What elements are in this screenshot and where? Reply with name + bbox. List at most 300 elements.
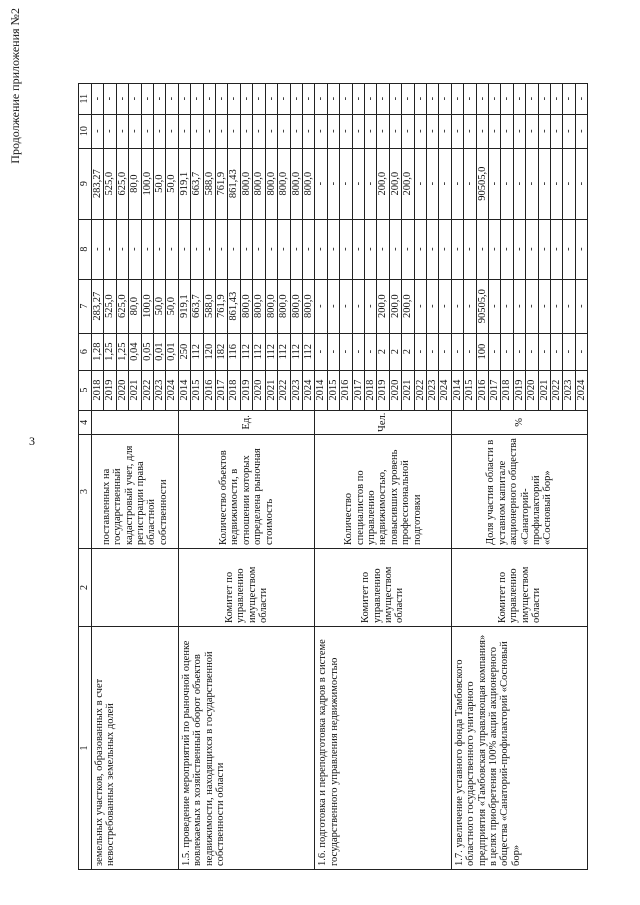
value-cell: - [191, 219, 203, 279]
value-cell: 0,01 [154, 333, 166, 370]
value-cell: - [253, 83, 265, 114]
value-cell: 588,0 [203, 148, 215, 219]
value-cell: - [377, 83, 389, 114]
year-cell: 2022 [551, 370, 563, 410]
table-row [451, 83, 463, 869]
value-cell: - [501, 279, 513, 333]
value-cell: - [414, 114, 426, 148]
year-cell: 2020 [116, 370, 128, 410]
year-cell: 2017 [489, 370, 501, 410]
value-cell: - [327, 148, 339, 219]
value-cell: - [352, 148, 364, 219]
value-cell: - [551, 279, 563, 333]
value-cell: - [513, 83, 525, 114]
value-cell: 2 [377, 333, 389, 370]
value-cell: - [290, 114, 302, 148]
value-cell: - [501, 148, 513, 219]
value-cell: - [352, 279, 364, 333]
value-cell: - [178, 114, 190, 148]
value-cell: - [476, 114, 488, 148]
header-cell: 3 [79, 435, 92, 549]
value-cell: - [265, 83, 277, 114]
value-cell: - [203, 219, 215, 279]
year-cell: 2018 [501, 370, 513, 410]
value-cell: 800,0 [278, 148, 290, 219]
year-cell: 2021 [265, 370, 277, 410]
value-cell: - [129, 219, 141, 279]
value-cell: 112 [253, 333, 265, 370]
value-cell: - [104, 219, 116, 279]
year-cell: 2019 [104, 370, 116, 410]
value-cell: 200,0 [377, 279, 389, 333]
value-cell: - [116, 83, 128, 114]
year-cell: 2024 [166, 370, 178, 410]
value-cell: - [265, 219, 277, 279]
value-cell: - [439, 114, 451, 148]
value-cell: - [240, 219, 252, 279]
value-cell: 663,7 [191, 279, 203, 333]
value-cell: - [129, 83, 141, 114]
value-cell: - [414, 83, 426, 114]
value-cell: 50,0 [166, 148, 178, 219]
value-cell: - [364, 114, 376, 148]
value-cell: - [551, 83, 563, 114]
value-cell: - [538, 83, 550, 114]
value-cell: - [538, 114, 550, 148]
value-cell: 919,1 [178, 279, 190, 333]
value-cell: - [216, 83, 228, 114]
value-cell: 80,0 [129, 279, 141, 333]
value-cell: - [464, 114, 476, 148]
value-cell: 182 [216, 333, 228, 370]
unit-cell: Ед. [178, 410, 314, 434]
value-cell: - [575, 279, 587, 333]
value-cell: - [364, 219, 376, 279]
value-cell: - [92, 114, 104, 148]
value-cell: - [327, 219, 339, 279]
activity-cell: 1.6. подготовка и переподготовка кадров в системе государственного управления недвижимостью [315, 627, 451, 870]
value-cell: - [340, 114, 352, 148]
value-cell: - [464, 148, 476, 219]
value-cell: - [439, 83, 451, 114]
value-cell: - [104, 83, 116, 114]
value-cell: 283,27 [92, 148, 104, 219]
value-cell: - [327, 114, 339, 148]
value-cell: - [501, 219, 513, 279]
value-cell: - [551, 148, 563, 219]
header-cell: 4 [79, 410, 92, 434]
value-cell: - [526, 333, 538, 370]
value-cell: 120 [203, 333, 215, 370]
value-cell: - [290, 219, 302, 279]
value-cell: - [538, 333, 550, 370]
value-cell: - [389, 219, 401, 279]
value-cell: - [501, 333, 513, 370]
year-cell: 2020 [526, 370, 538, 410]
value-cell: 625,0 [116, 148, 128, 219]
appendix-subtitle: Продолжение приложения №2 [8, 8, 22, 164]
value-cell: - [513, 114, 525, 148]
value-cell: - [476, 83, 488, 114]
value-cell: - [451, 219, 463, 279]
activity-cell: 1.5. проведение мероприятий по рыночной оценке вовлекаемых в хозяйственный оборот объектов недвижимости, находящихся в государственной собственности области [178, 627, 314, 870]
year-cell: 2017 [216, 370, 228, 410]
activity-cell: 1.7. увеличение уставного фонда Тамбовского областного государственного унитарного предприятия «Тамбовская управляющая компания» в целях приобретения 100% акций акционерного общества «Санаторий-профилакторий «Сосновый бор» [451, 627, 587, 870]
value-cell: 663,7 [191, 148, 203, 219]
value-cell: - [389, 83, 401, 114]
value-cell: - [451, 333, 463, 370]
value-cell: - [178, 219, 190, 279]
value-cell: - [92, 219, 104, 279]
header-cell: 9 [79, 148, 92, 219]
table-row [315, 83, 327, 869]
value-cell: - [302, 83, 314, 114]
year-cell: 2018 [92, 370, 104, 410]
year-cell: 2019 [377, 370, 389, 410]
value-cell: 625,0 [116, 279, 128, 333]
value-cell: - [364, 148, 376, 219]
value-cell: - [265, 114, 277, 148]
value-cell: - [414, 148, 426, 219]
value-cell: - [526, 148, 538, 219]
value-cell: - [563, 279, 575, 333]
indicator-cell: поставленных на государственный кадастровый учет, для регистрации права областной собственности [92, 435, 179, 549]
value-cell: - [327, 333, 339, 370]
table-row [92, 83, 104, 869]
value-cell: - [513, 219, 525, 279]
executor-cell: Комитет по управлению имуществом области [178, 549, 314, 627]
value-cell: - [513, 279, 525, 333]
value-cell: - [538, 148, 550, 219]
year-cell: 2016 [476, 370, 488, 410]
year-cell: 2024 [302, 370, 314, 410]
value-cell: - [501, 83, 513, 114]
value-cell: 0,05 [141, 333, 153, 370]
value-cell: - [352, 83, 364, 114]
value-cell: - [216, 219, 228, 279]
value-cell: - [513, 333, 525, 370]
value-cell: - [340, 148, 352, 219]
value-cell: - [203, 83, 215, 114]
value-cell: - [340, 333, 352, 370]
year-cell: 2018 [364, 370, 376, 410]
value-cell: - [526, 83, 538, 114]
value-cell: 90505,0 [476, 279, 488, 333]
value-cell: - [377, 219, 389, 279]
value-cell: - [489, 279, 501, 333]
value-cell: - [327, 279, 339, 333]
value-cell: - [253, 219, 265, 279]
value-cell: - [191, 114, 203, 148]
value-cell: - [389, 114, 401, 148]
value-cell: 800,0 [253, 148, 265, 219]
value-cell: 525,0 [104, 148, 116, 219]
value-cell: - [340, 279, 352, 333]
value-cell: 800,0 [240, 148, 252, 219]
value-cell: - [290, 83, 302, 114]
value-cell: - [228, 114, 240, 148]
value-cell: - [464, 333, 476, 370]
value-cell: - [551, 219, 563, 279]
year-cell: 2018 [228, 370, 240, 410]
header-cell: 1 [79, 627, 92, 870]
year-cell: 2014 [178, 370, 190, 410]
value-cell: 800,0 [265, 148, 277, 219]
value-cell: - [302, 219, 314, 279]
value-cell: 800,0 [290, 148, 302, 219]
value-cell: - [464, 83, 476, 114]
value-cell: 112 [290, 333, 302, 370]
indicator-cell: Количество специалистов по управлению недвижимостью, повысивших уровень профессиональной подготовки [315, 435, 451, 549]
unit-cell: % [451, 410, 587, 434]
value-cell: - [439, 279, 451, 333]
value-cell: - [315, 114, 327, 148]
value-cell: - [451, 148, 463, 219]
unit-cell [92, 410, 179, 434]
value-cell: 112 [278, 333, 290, 370]
year-cell: 2015 [464, 370, 476, 410]
year-cell: 2022 [414, 370, 426, 410]
value-cell: - [476, 219, 488, 279]
value-cell: - [439, 219, 451, 279]
value-cell: - [278, 83, 290, 114]
value-cell: 1,25 [116, 333, 128, 370]
value-cell: - [402, 83, 414, 114]
value-cell: 525,0 [104, 279, 116, 333]
value-cell: - [426, 333, 438, 370]
value-cell: 112 [302, 333, 314, 370]
value-cell: - [426, 83, 438, 114]
value-cell: - [526, 114, 538, 148]
year-cell: 2024 [575, 370, 587, 410]
header-cell: 6 [79, 333, 92, 370]
executor-cell [92, 549, 179, 627]
value-cell: 50,0 [154, 148, 166, 219]
value-cell: 919,1 [178, 148, 190, 219]
year-cell: 2016 [340, 370, 352, 410]
year-cell: 2022 [141, 370, 153, 410]
value-cell: 800,0 [302, 279, 314, 333]
value-cell: - [464, 219, 476, 279]
header-cell: 5 [79, 370, 92, 410]
year-cell: 2020 [253, 370, 265, 410]
value-cell: - [116, 219, 128, 279]
value-cell: - [563, 83, 575, 114]
value-cell: - [402, 219, 414, 279]
value-cell: 200,0 [389, 148, 401, 219]
value-cell: - [191, 83, 203, 114]
value-cell: - [166, 83, 178, 114]
value-cell: - [501, 114, 513, 148]
value-cell: - [414, 219, 426, 279]
year-cell: 2017 [352, 370, 364, 410]
value-cell: 90505,0 [476, 148, 488, 219]
value-cell: - [489, 114, 501, 148]
value-cell: 200,0 [402, 148, 414, 219]
value-cell: 861,43 [228, 148, 240, 219]
value-cell: - [563, 219, 575, 279]
value-cell: - [352, 219, 364, 279]
year-cell: 2021 [129, 370, 141, 410]
value-cell: - [426, 219, 438, 279]
value-cell: - [538, 279, 550, 333]
value-cell: 761,9 [216, 279, 228, 333]
value-cell: 100 [476, 333, 488, 370]
value-cell: - [551, 333, 563, 370]
value-cell: - [439, 333, 451, 370]
year-cell: 2021 [402, 370, 414, 410]
value-cell: - [451, 279, 463, 333]
value-cell: - [575, 333, 587, 370]
value-cell: - [315, 148, 327, 219]
value-cell: - [116, 114, 128, 148]
value-cell: - [464, 279, 476, 333]
value-cell: 0,04 [129, 333, 141, 370]
year-cell: 2021 [538, 370, 550, 410]
header-row [79, 83, 92, 869]
value-cell: - [228, 83, 240, 114]
value-cell: - [104, 114, 116, 148]
value-cell: 2 [389, 333, 401, 370]
year-cell: 2020 [389, 370, 401, 410]
value-cell: - [563, 114, 575, 148]
value-cell: - [377, 114, 389, 148]
unit-cell: Чел. [315, 410, 451, 434]
value-cell: - [451, 114, 463, 148]
value-cell: - [240, 114, 252, 148]
value-cell: 50,0 [166, 279, 178, 333]
value-cell: - [315, 219, 327, 279]
header-cell: 8 [79, 219, 92, 279]
year-cell: 2016 [203, 370, 215, 410]
value-cell: - [426, 114, 438, 148]
value-cell: 588,0 [203, 279, 215, 333]
value-cell: - [489, 333, 501, 370]
value-cell: - [352, 114, 364, 148]
value-cell: - [575, 219, 587, 279]
value-cell: - [253, 114, 265, 148]
value-cell: 1,28 [92, 333, 104, 370]
value-cell: - [166, 219, 178, 279]
value-cell: - [538, 219, 550, 279]
executor-cell: Комитет по управлению имуществом области [451, 549, 587, 627]
value-cell: 80,0 [129, 148, 141, 219]
value-cell: 250 [178, 333, 190, 370]
year-cell: 2014 [315, 370, 327, 410]
value-cell: - [129, 114, 141, 148]
value-cell: 112 [265, 333, 277, 370]
value-cell: - [575, 148, 587, 219]
value-cell: 800,0 [265, 279, 277, 333]
value-cell: 116 [228, 333, 240, 370]
value-cell: - [526, 219, 538, 279]
value-cell: 861,43 [228, 279, 240, 333]
value-cell: - [513, 148, 525, 219]
header-cell: 10 [79, 114, 92, 148]
indicator-cell: Количество объектов недвижимости, в отношении которых определена рыночная стоимость [178, 435, 314, 549]
value-cell: - [278, 219, 290, 279]
value-cell: 200,0 [402, 279, 414, 333]
value-cell: 761,9 [216, 148, 228, 219]
value-cell: 100,0 [141, 279, 153, 333]
year-cell: 2014 [451, 370, 463, 410]
program-table [78, 83, 588, 870]
value-cell: - [178, 83, 190, 114]
value-cell: - [141, 83, 153, 114]
page-number: 3 [29, 434, 35, 448]
header-cell: 7 [79, 279, 92, 333]
value-cell: 1,25 [104, 333, 116, 370]
value-cell: - [228, 219, 240, 279]
value-cell: 100,0 [141, 148, 153, 219]
value-cell: - [489, 148, 501, 219]
value-cell: - [141, 114, 153, 148]
value-cell: 800,0 [278, 279, 290, 333]
value-cell: - [414, 333, 426, 370]
value-cell: 800,0 [253, 279, 265, 333]
value-cell: 800,0 [240, 279, 252, 333]
value-cell: - [315, 279, 327, 333]
value-cell: - [340, 219, 352, 279]
value-cell: - [439, 148, 451, 219]
table-body [79, 83, 588, 869]
value-cell: 0,01 [166, 333, 178, 370]
value-cell: 200,0 [377, 148, 389, 219]
indicator-cell: Доля участия области в уставном капитале акционерного общества «Санаторий-профилакторий «Сосновый бор» [451, 435, 587, 549]
value-cell: - [92, 83, 104, 114]
value-cell: 800,0 [302, 148, 314, 219]
value-cell: - [216, 114, 228, 148]
value-cell: - [240, 83, 252, 114]
value-cell: - [402, 114, 414, 148]
value-cell: 2 [402, 333, 414, 370]
value-cell: - [315, 333, 327, 370]
value-cell: - [575, 114, 587, 148]
value-cell: - [563, 333, 575, 370]
year-cell: 2019 [240, 370, 252, 410]
value-cell: - [278, 114, 290, 148]
value-cell: - [315, 83, 327, 114]
value-cell: - [352, 333, 364, 370]
value-cell: - [426, 279, 438, 333]
year-cell: 2015 [327, 370, 339, 410]
value-cell: - [575, 83, 587, 114]
year-cell: 2015 [191, 370, 203, 410]
year-cell: 2023 [154, 370, 166, 410]
value-cell: 112 [191, 333, 203, 370]
value-cell: - [166, 114, 178, 148]
value-cell: - [154, 219, 166, 279]
value-cell: - [451, 83, 463, 114]
value-cell: 800,0 [290, 279, 302, 333]
value-cell: 283,27 [92, 279, 104, 333]
year-cell: 2023 [426, 370, 438, 410]
activity-cell: земельных участков, образованных в счет невостребованных земельных долей [92, 627, 179, 870]
value-cell: 112 [240, 333, 252, 370]
value-cell: - [327, 83, 339, 114]
executor-cell: Комитет по управлению имуществом области [315, 549, 451, 627]
table-row [178, 83, 190, 869]
value-cell: - [426, 148, 438, 219]
year-cell: 2023 [563, 370, 575, 410]
year-cell: 2019 [513, 370, 525, 410]
value-cell: - [551, 114, 563, 148]
value-cell: 200,0 [389, 279, 401, 333]
value-cell: - [364, 333, 376, 370]
value-cell: - [154, 114, 166, 148]
value-cell: - [489, 219, 501, 279]
value-cell: - [414, 279, 426, 333]
